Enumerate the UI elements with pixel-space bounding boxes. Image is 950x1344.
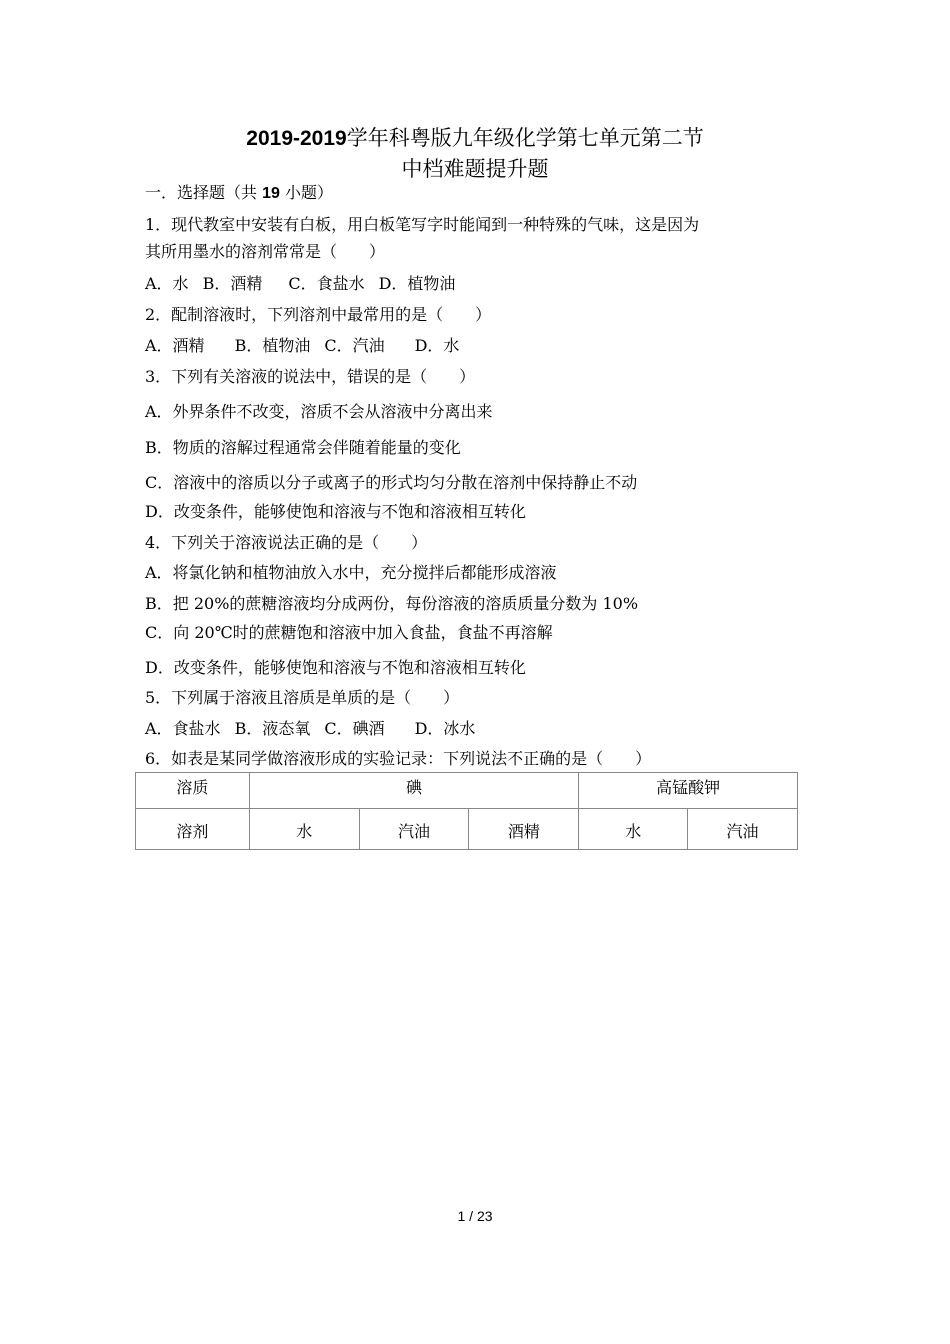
q2-stem: 2．配制溶液时，下列溶剂中最常用的是（ ）: [145, 305, 492, 324]
q2-option-d: D．水: [414, 336, 460, 355]
table-cell: 汽油: [688, 809, 798, 850]
section-prefix: 一．选择题（共: [145, 183, 263, 202]
q5-option-c: C．碘酒: [324, 719, 385, 738]
q2-option-c: C．汽油: [324, 336, 385, 355]
table-cell: 水: [249, 809, 359, 850]
q1-option-d: D．植物油: [378, 274, 456, 293]
q4-option-c: C．向 20℃时的蔗糖饱和溶液中加入食盐，食盐不再溶解: [145, 623, 553, 642]
q1-option-c: C．食盐水: [288, 274, 365, 293]
title-text: 学年科粤版九年级化学第七单元第二节: [346, 126, 704, 150]
q5-stem: 5．下列属于溶液且溶质是单质的是（ ）: [145, 688, 460, 707]
table-row: [136, 773, 798, 809]
q1-option-a: A．水: [145, 274, 189, 293]
table-cell-iodine: 碘: [249, 773, 578, 809]
q2-option-b: B．植物油: [234, 336, 311, 355]
table-cell-solute-label: 溶质: [136, 773, 250, 809]
table-row: [136, 809, 798, 850]
q4-stem: 4．下列关于溶液说法正确的是（ ）: [145, 533, 428, 552]
q3-option-d: D．改变条件，能够使饱和溶液与不饱和溶液相互转化: [145, 502, 526, 521]
q4-option-b: B．把 20%的蔗糖溶液均分成两份，每份溶液的溶质质量分数为 10%: [145, 594, 639, 613]
section-heading: [145, 182, 333, 205]
title-line-2: 中档难题提升题: [401, 157, 549, 181]
table-cell: 酒精: [469, 809, 579, 850]
q3-option-c: C．溶液中的溶质以分子或离子的形式均匀分散在溶剂中保持静止不动: [145, 473, 638, 492]
section-suffix: 小题）: [279, 183, 333, 202]
table-cell-solvent-label: 溶剂: [136, 809, 250, 850]
q6-stem: 6．如表是某同学做溶液形成的实验记录：下列说法不正确的是（ ）: [145, 749, 652, 768]
q4-option-d: D．改变条件，能够使饱和溶液与不饱和溶液相互转化: [145, 658, 526, 677]
q2-option-a: A．酒精: [145, 336, 205, 355]
q3-option-b: B．物质的溶解过程通常会伴随着能量的变化: [145, 438, 461, 457]
q1-stem-line-2: 其所用墨水的溶剂常常是（ ）: [145, 242, 386, 261]
q1-options: [145, 273, 469, 295]
section-count: 19: [262, 185, 280, 202]
q5-option-d: D．冰水: [414, 719, 476, 738]
q5-option-a: A．食盐水: [145, 719, 221, 738]
table-cell-potassium-permanganate: 高锰酸钾: [579, 773, 798, 809]
table-cell: 水: [579, 809, 688, 850]
title-line-1: [0, 124, 950, 153]
q1-option-b: B．酒精: [202, 274, 263, 293]
table-cell: 汽油: [359, 809, 469, 850]
title-year: 2019-2019: [246, 127, 347, 150]
page-number: 1 / 23: [457, 1208, 493, 1224]
q4-option-a: A．将氯化钠和植物油放入水中，充分搅拌后都能形成溶液: [145, 563, 557, 582]
q1-stem-line-1: 1．现代教室中安装有白板，用白板笔写字时能闻到一种特殊的气味，这是因为: [145, 215, 700, 234]
experiment-table: [135, 772, 798, 850]
q5-options: [145, 718, 489, 740]
q5-option-b: B．液态氧: [234, 719, 311, 738]
q3-stem: 3．下列有关溶液的说法中，错误的是（ ）: [145, 367, 476, 386]
q2-options: [145, 335, 473, 357]
q3-option-a: A．外界条件不改变，溶质不会从溶液中分离出来: [145, 402, 493, 421]
